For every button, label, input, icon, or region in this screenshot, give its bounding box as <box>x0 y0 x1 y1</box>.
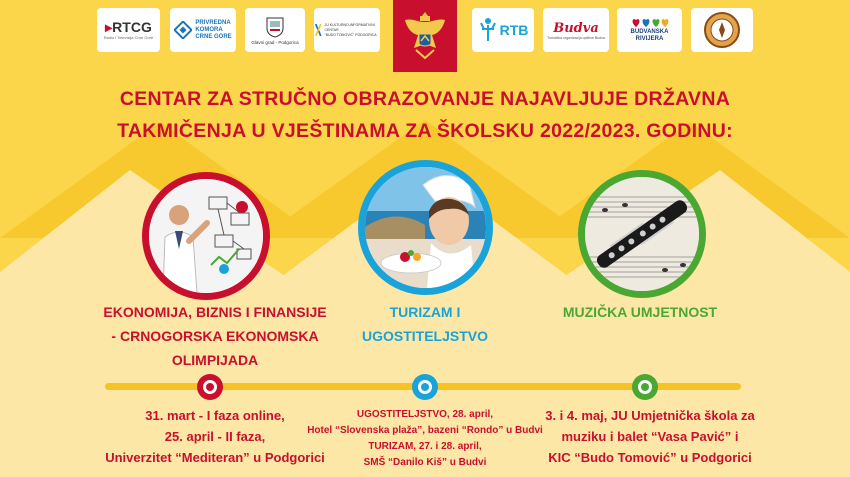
tourism-info-line4: SMŠ “Danilo Kiš” u Budvi <box>363 457 487 468</box>
music-info-line3: KIC “Budo Tomović” u Podgorici <box>548 450 752 465</box>
category-music-title <box>545 300 735 324</box>
tourism-image <box>358 160 493 295</box>
rivijera-line2: RIVIJERA <box>635 36 664 42</box>
rtcg-name: RTCG <box>112 19 152 35</box>
podgorica-logo[interactable] <box>245 8 305 52</box>
category-tourism-title <box>325 300 525 348</box>
kic-line2: "BUDO TOMOVIĆ" PODGORICA <box>324 32 377 37</box>
rtcg-logo[interactable]: ▸RTCG Radio i Televizija Crne Gore <box>97 8 160 52</box>
economics-title-line1: EKONOMIJA, BIZNIS I FINANSIJE <box>103 304 327 320</box>
music-image <box>578 170 706 298</box>
komora-line3: CRNE GORE <box>195 33 232 40</box>
timeline-dot-music <box>632 374 658 400</box>
tourism-info <box>295 407 555 471</box>
rivijera-hearts-icon <box>630 17 670 29</box>
kic-mark-icon <box>314 21 323 39</box>
rtb-name: RTB <box>499 22 529 38</box>
economics-image <box>142 172 270 300</box>
budvanska-rivijera-logo[interactable] <box>617 8 682 52</box>
economics-info-line1: 31. mart - I faza online, <box>145 408 285 423</box>
music-info-line1: 3. i 4. maj, JU Umjetnička škola za <box>545 408 755 423</box>
timeline-dot-tourism <box>412 374 438 400</box>
komora-diamond-icon <box>174 21 192 39</box>
headline-line-1: CENTAR ZA STRUČNO OBRAZOVANJE NAJAVLJUJE DRŽAVNA <box>119 88 731 110</box>
rtcg-subtitle: Radio i Televizija Crne Gore <box>103 35 154 40</box>
category-economics-title <box>100 300 330 372</box>
budva-name: Budva <box>553 20 599 36</box>
round-seal-icon <box>703 11 741 49</box>
tourism-title-line2: UGOSTITELJSTVO <box>361 328 488 344</box>
komora-line1: PRIVREDNA <box>195 19 231 26</box>
tourism-info-line3: TURIZAM, 27. i 28. april, <box>368 441 482 452</box>
budva-subtitle: Turistička organizacija opštine Budva <box>547 35 605 40</box>
rtb-figure-icon <box>478 17 498 43</box>
komora-line2: KOMORA <box>195 26 223 33</box>
economics-info-line2: 25. april - II faza, <box>164 429 266 444</box>
podgorica-label: Glavni grad - Podgorica <box>251 39 299 45</box>
music-info-line2: muziku i balet “Vasa Pavić” i <box>561 429 739 444</box>
tourism-title-line1: TURIZAM I <box>389 304 461 320</box>
economics-info-line3: Univerzitet “Mediteran” u Podgorici <box>105 450 325 465</box>
headline-line-2: TAKMIČENJA U VJEŠTINAMA ZA ŠKOLSKU 2022/2023. GODINU: <box>117 120 733 142</box>
rivijera-line1: BUDVANSKA <box>630 29 669 35</box>
music-title-line1: MUZIČKA UMJETNOST <box>562 304 718 320</box>
privredna-komora-logo[interactable] <box>170 8 236 52</box>
double-headed-eagle-icon <box>402 8 448 64</box>
timeline-dot-economics <box>197 374 223 400</box>
kic-line1: JU KULTURNO-INFORMATIVNI CENTAR <box>324 22 375 32</box>
budva-logo[interactable] <box>543 8 609 52</box>
rtb-logo[interactable] <box>472 8 534 52</box>
economics-title-line3: OLIMPIJADA <box>171 352 259 368</box>
music-info <box>525 405 775 468</box>
seal-logo[interactable] <box>691 8 753 52</box>
economics-title-line2: - CRNOGORSKA EKONOMSKA <box>111 328 319 344</box>
podgorica-coat-of-arms-icon <box>265 16 285 38</box>
kic-logo[interactable] <box>314 8 380 52</box>
montenegro-coat-of-arms <box>393 0 457 72</box>
tourism-info-line1: UGOSTITELJSTVO, 28. april, <box>356 409 494 420</box>
tourism-info-line2: Hotel “Slovenska plaža”, bazeni “Rondo” u Budvi <box>307 425 543 436</box>
